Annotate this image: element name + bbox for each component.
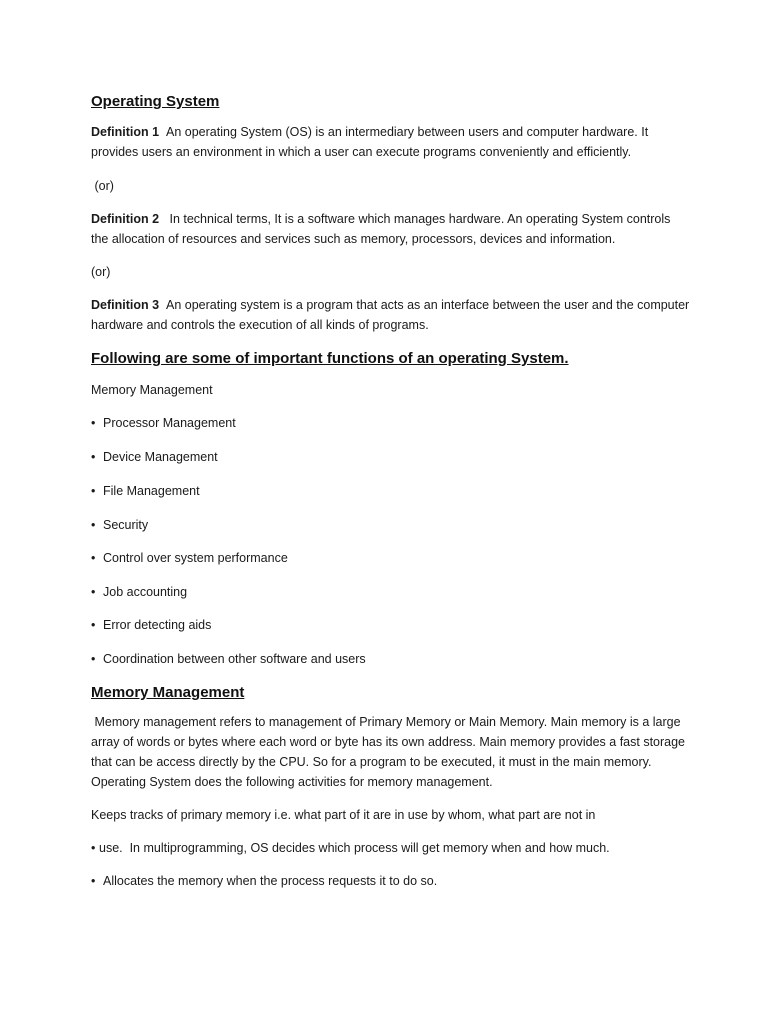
- list-item-text: use. In multiprogramming, OS decides which process will get memory when and how much.: [99, 841, 610, 855]
- functions-heading: Following are some of important functions of an operating System.: [91, 350, 569, 367]
- bullet-icon: •: [91, 551, 96, 565]
- functions-first-item: Memory Management: [91, 383, 213, 397]
- bullet-icon: •: [91, 416, 96, 430]
- list-item-text: Processor Management: [103, 416, 236, 430]
- definition-1-text: An operating System (OS) is an intermediary between users and computer hardware. It provides users an environment in which a user can execute programs conveniently and efficiently.: [91, 125, 649, 159]
- definition-1-label: Definition 1: [91, 125, 160, 139]
- definition-2-text: In technical terms, It is a software which manages hardware. An operating System controls the allocation of resources and services such as memory, processors, devices and information.: [91, 212, 671, 246]
- list-item: [91, 548, 691, 568]
- list-item-text: Allocates the memory when the process requests it to do so.: [103, 874, 438, 888]
- definition-2-label: Definition 2: [91, 212, 160, 226]
- list-item-text: Control over system performance: [103, 551, 288, 565]
- bullet-icon: •: [91, 484, 96, 498]
- list-item-text: Error detecting aids: [103, 618, 212, 632]
- page-title: Operating System: [91, 93, 220, 110]
- list-item: [91, 838, 691, 858]
- definition-3: [91, 295, 691, 335]
- list-item: [91, 582, 691, 602]
- list-item: [91, 871, 691, 891]
- bullet-icon: •: [91, 518, 96, 532]
- list-item: [91, 413, 691, 433]
- memory-management-paragraph: Memory management refers to management of Primary Memory or Main Memory. Main memory is a large array of words or bytes where each word or byte has its own address. Main memory provides a fast storage that can be access directly by the CPU. So for a program to be executed, it must in the main memory. Operating System does the following activities for memory management.: [91, 715, 689, 789]
- functions-list: [91, 413, 691, 669]
- list-item-text: File Management: [103, 484, 200, 498]
- list-item: [91, 649, 691, 669]
- or-separator-2: (or): [91, 265, 111, 279]
- definition-3-label: Definition 3: [91, 298, 160, 312]
- list-item-text: Coordination between other software and users: [103, 652, 366, 666]
- list-item-text: Security: [103, 518, 149, 532]
- bullet-icon: •: [91, 585, 96, 599]
- bullet-icon: •: [91, 874, 96, 888]
- list-item-text: Job accounting: [103, 585, 188, 599]
- definition-3-text: An operating system is a program that acts as an interface between the user and the computer hardware and controls the execution of all kinds of programs.: [91, 298, 690, 332]
- bullet-icon: •: [91, 841, 96, 855]
- memory-management-heading: Memory Management: [91, 684, 245, 701]
- or-separator-1: (or): [91, 179, 114, 193]
- bullet-icon: •: [91, 450, 96, 464]
- list-item-text: Device Management: [103, 450, 218, 464]
- bullet-icon: •: [91, 652, 96, 666]
- list-item: [91, 481, 691, 501]
- definition-2: [91, 209, 691, 249]
- list-item: [91, 447, 691, 467]
- definition-1: [91, 122, 691, 162]
- list-item: [91, 515, 691, 535]
- memory-management-line: Keeps tracks of primary memory i.e. what part of it are in use by whom, what part are not in: [91, 808, 596, 822]
- document-content: [91, 93, 691, 891]
- list-item: [91, 615, 691, 635]
- bullet-icon: •: [91, 618, 96, 632]
